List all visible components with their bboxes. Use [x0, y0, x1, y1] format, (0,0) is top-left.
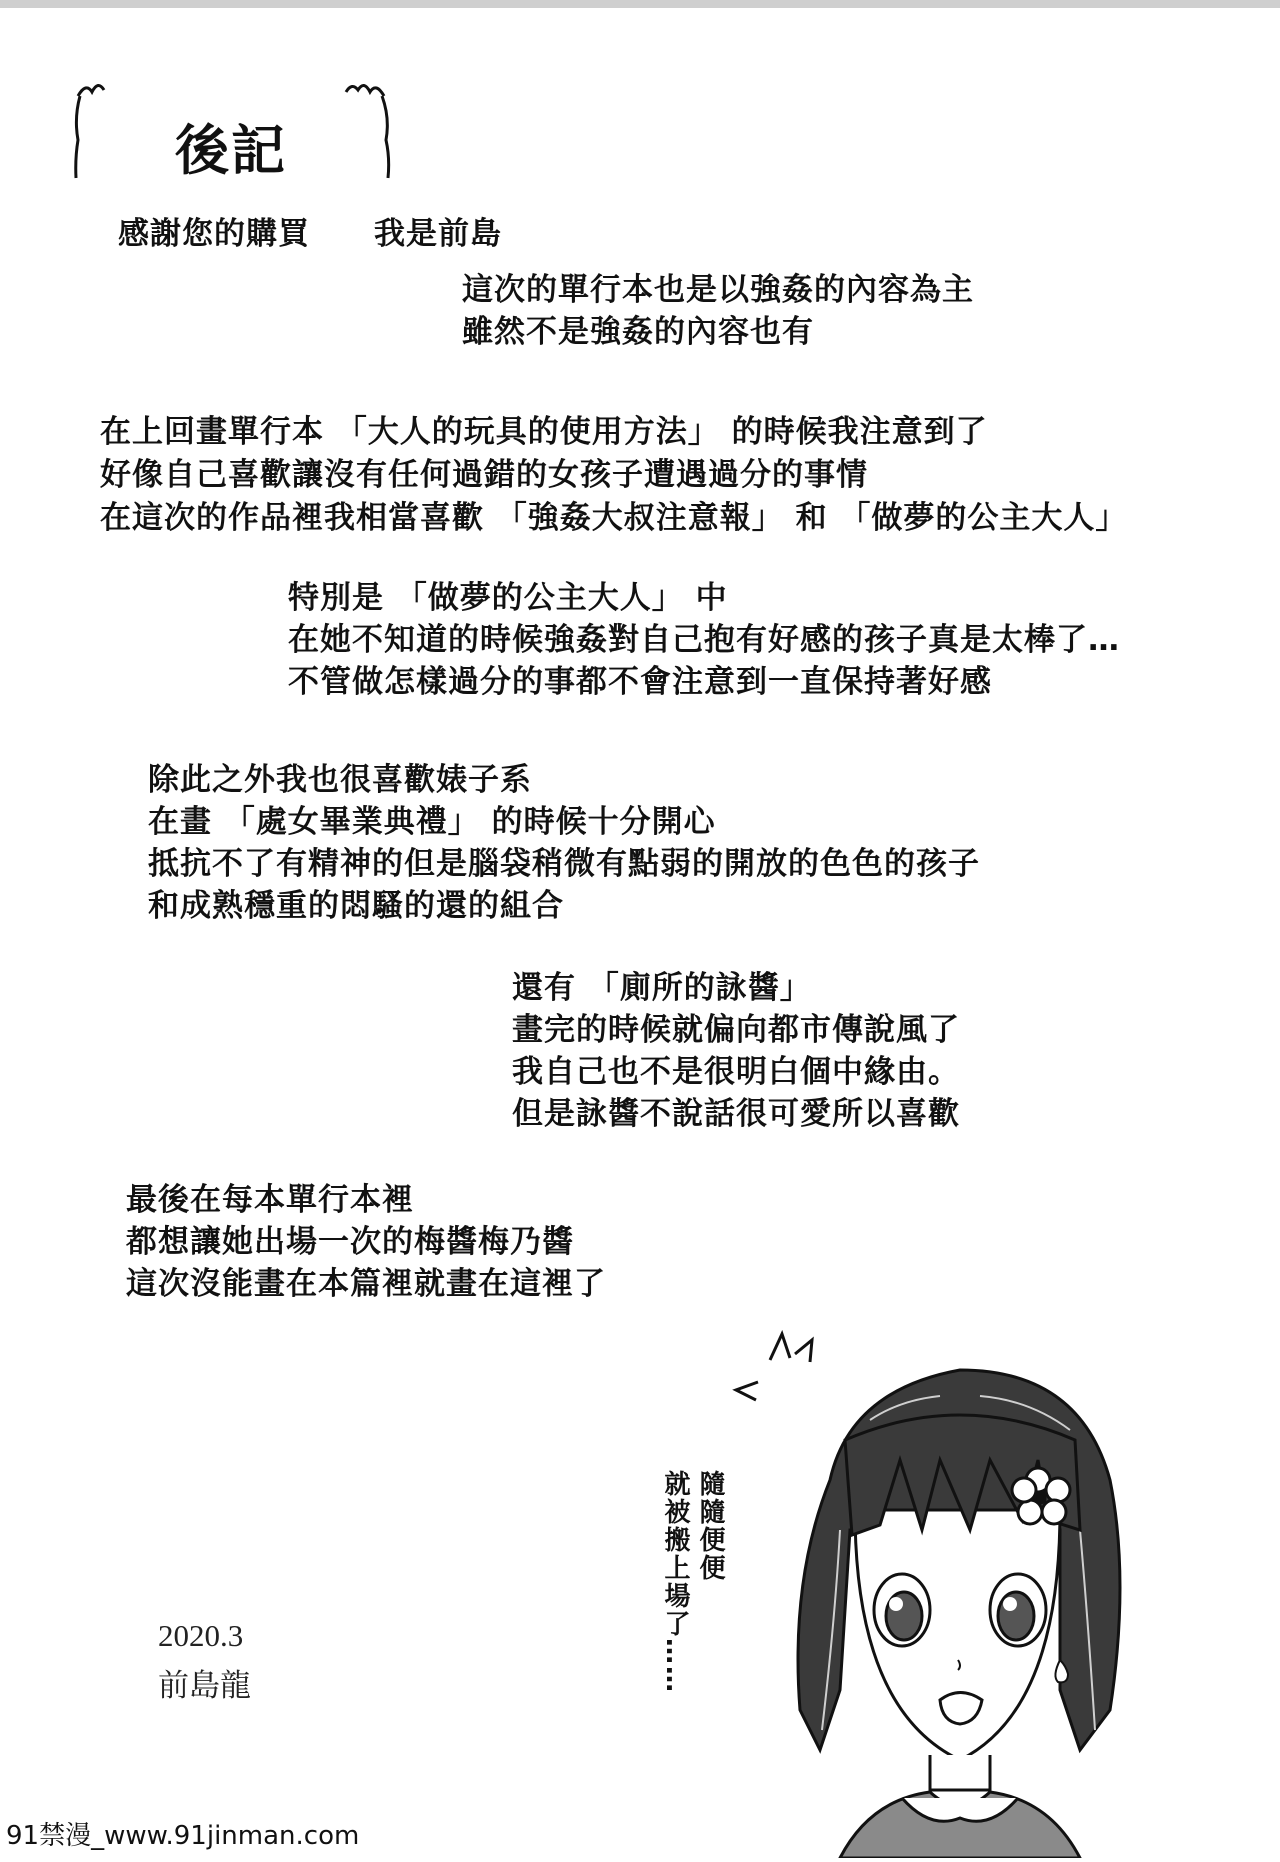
top-border [0, 0, 1280, 8]
watermark: 91禁漫_www.91jinman.com [0, 1815, 436, 1858]
text-line-1: 感謝您的購買 我是前島 [118, 216, 502, 252]
surprise-mark-icon [736, 1334, 812, 1400]
text-line-7: 特別是 「做夢的公主大人」 中 [288, 580, 728, 616]
text-line-5: 好像自己喜歡讓沒有任何過錯的女孩子遭遇過分的事情 [100, 457, 868, 493]
page-title: 後記 [175, 119, 287, 182]
text-line-4: 在上回畫單行本 「大人的玩具的使用方法」 的時候我注意到了 [100, 414, 988, 450]
text-line-15: 畫完的時候就偏向都市傳說風了 [512, 1012, 960, 1048]
text-line-11: 在畫 「處女畢業典禮」 的時候十分開心 [148, 804, 716, 840]
title-block [70, 78, 400, 188]
text-line-17: 但是詠醬不說話很可愛所以喜歡 [512, 1096, 960, 1132]
text-line-14: 還有 「廁所的詠醬」 [512, 970, 812, 1006]
text-line-12: 抵抗不了有精神的但是腦袋稍微有點弱的開放的色色的孩子 [148, 846, 980, 882]
text-line-20: 這次沒能畫在本篇裡就畫在這裡了 [126, 1266, 606, 1302]
text-line-3: 雖然不是強姦的內容也有 [462, 314, 814, 350]
text-line-13: 和成熟穩重的悶騷的還的組合 [148, 888, 564, 924]
girl-illustration [640, 1330, 1280, 1858]
text-line-2: 這次的單行本也是以強姦的內容為主 [462, 272, 974, 308]
text-line-19: 都想讓她出場一次的梅醬梅乃醬 [126, 1224, 574, 1260]
signature-date: 2020.3 [158, 1618, 244, 1653]
speech-column-1: 隨隨便便 [695, 1470, 725, 1582]
signature-name: 前島龍 [158, 1668, 251, 1703]
text-line-18: 最後在每本單行本裡 [126, 1182, 414, 1218]
text-line-8: 在她不知道的時候強姦對自己抱有好感的孩子真是太棒了… [288, 622, 1120, 658]
text-line-9: 不管做怎樣過分的事都不會注意到一直保持著好感 [288, 664, 992, 700]
text-line-10: 除此之外我也很喜歡婊子系 [148, 762, 532, 798]
text-line-6: 在這次的作品裡我相當喜歡 「強姦大叔注意報」 和 「做夢的公主大人」 [100, 500, 1128, 536]
text-line-16: 我自己也不是很明白個中緣由。 [512, 1054, 960, 1090]
speech-column-2: 就被搬上場了…… [660, 1470, 690, 1694]
